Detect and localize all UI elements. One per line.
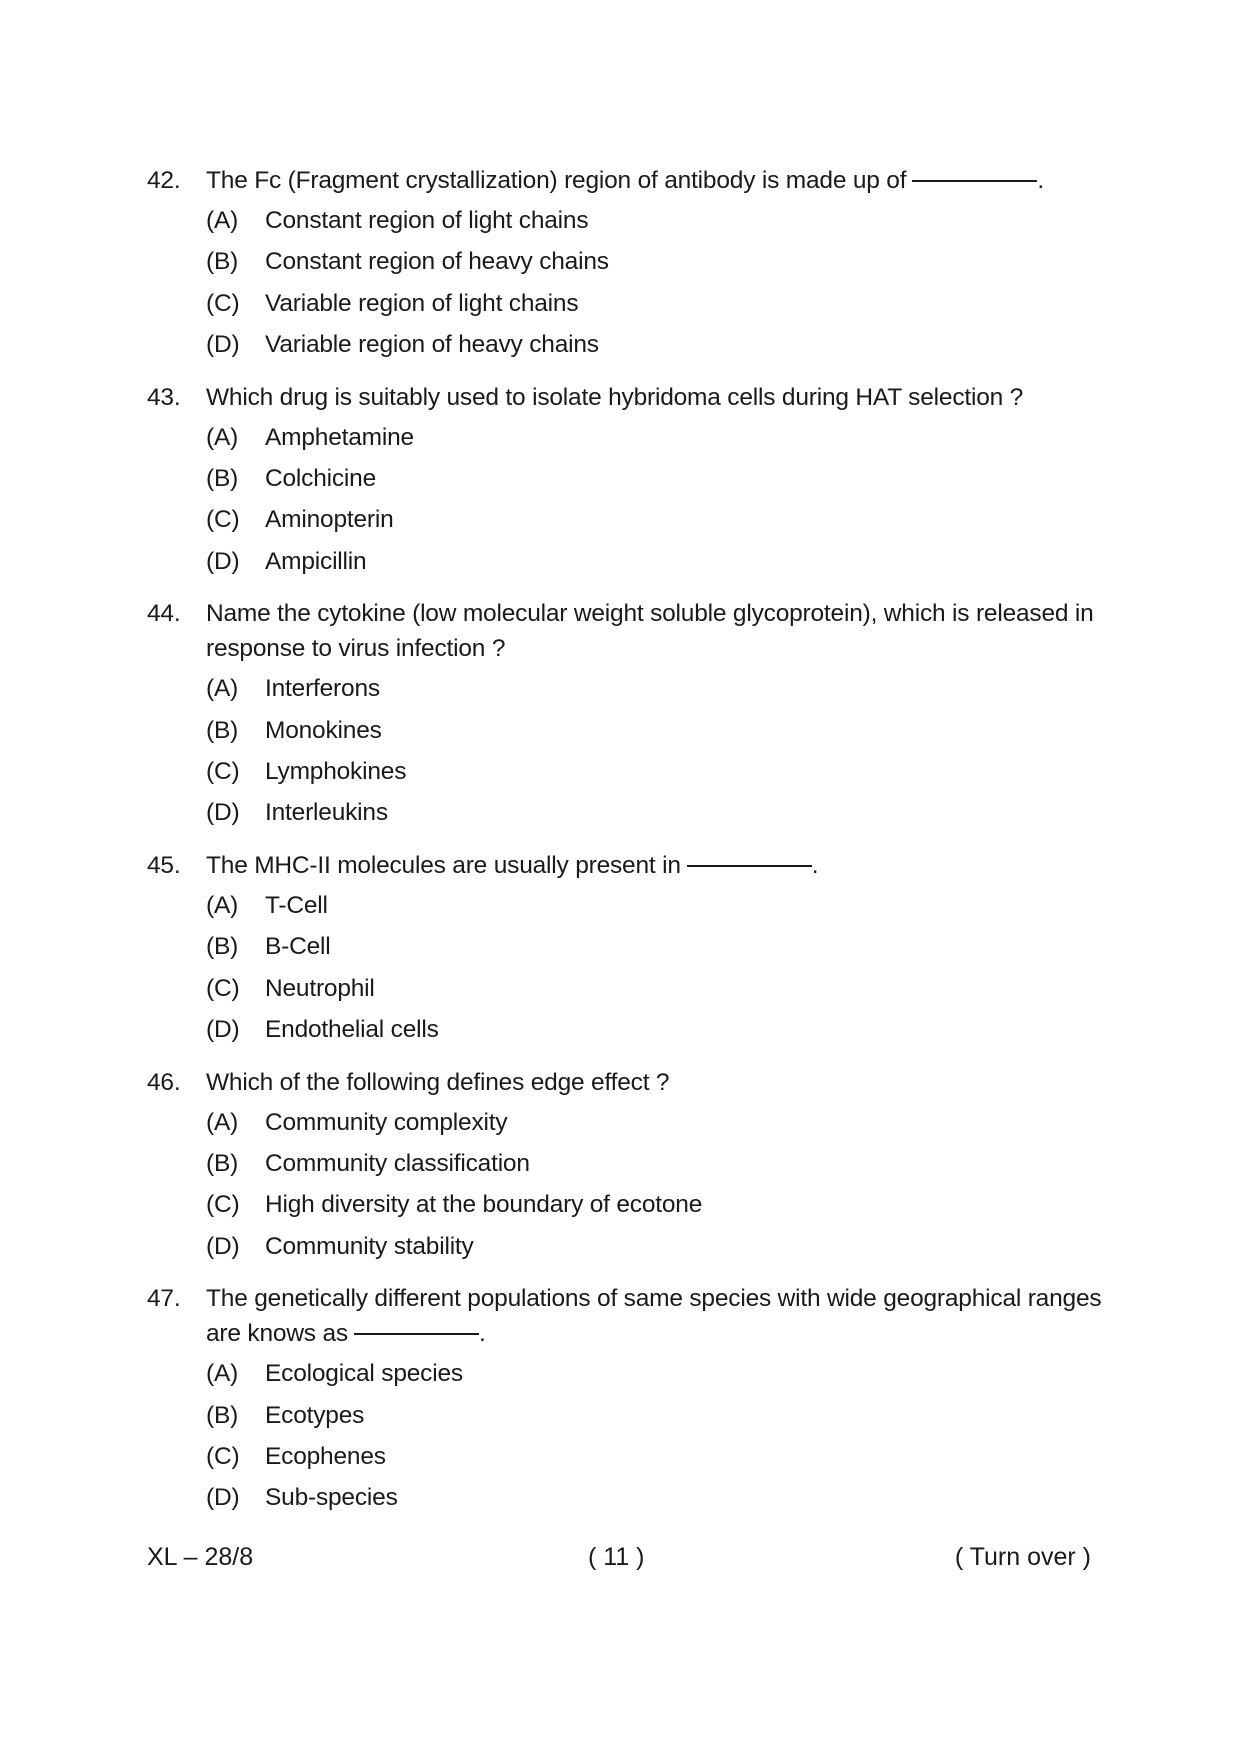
answer-option	[206, 1436, 1107, 1477]
option-text: Neutrophil	[265, 974, 375, 1002]
option-text: High diversity at the boundary of ecotone	[265, 1191, 703, 1219]
question-number: 47.	[147, 1285, 181, 1313]
answer-option	[206, 1009, 1107, 1050]
question-text: Which drug is suitably used to isolate hybridoma cells during HAT selection ?	[206, 383, 1024, 411]
answer-option	[206, 668, 1107, 709]
option-text: Interleukins	[265, 799, 388, 827]
option-label: (A)	[206, 423, 239, 451]
option-label: (C)	[206, 289, 240, 317]
option-text: Community classification	[265, 1149, 530, 1177]
fill-in-blank	[687, 864, 812, 867]
question-number: 42.	[147, 167, 181, 194]
question-text: The Fc (Fragment crystallization) region of antibody is made up of	[206, 167, 907, 194]
question-number: 44.	[147, 600, 181, 628]
option-label: (C)	[206, 506, 240, 534]
option-text: Lymphokines	[265, 758, 407, 786]
question-text: Name the cytokine (low molecular weight soluble glycoprotein), which is released in response to virus infection ?	[206, 600, 1094, 663]
question-number: 45.	[147, 851, 181, 879]
question-stem	[147, 380, 1107, 415]
answer-option	[206, 792, 1107, 833]
answer-option	[206, 458, 1107, 499]
question-text-wrap	[206, 380, 1107, 415]
answer-option	[206, 1143, 1107, 1184]
option-label: (D)	[206, 547, 240, 575]
option-label: (B)	[206, 248, 239, 276]
option-label: (B)	[206, 933, 239, 961]
option-label: (B)	[206, 1149, 239, 1177]
question-text: Which of the following defines edge effect ?	[206, 1068, 670, 1096]
answer-option	[206, 710, 1107, 751]
answer-option	[206, 1395, 1107, 1436]
option-label: (A)	[206, 1108, 239, 1136]
option-text: Constant region of heavy chains	[265, 248, 609, 276]
option-label: (D)	[206, 331, 240, 359]
answer-option	[206, 1477, 1107, 1518]
answer-option	[206, 926, 1107, 967]
turn-over-note: ( Turn over )	[954, 1543, 1091, 1571]
answer-option	[206, 1102, 1107, 1143]
question-stem	[147, 596, 1107, 666]
paper-code: XL – 28/8	[147, 1543, 254, 1571]
option-label: (B)	[206, 716, 239, 744]
option-text: Sub-species	[265, 1484, 398, 1512]
answer-option	[206, 241, 1107, 282]
answer-option	[206, 200, 1107, 241]
option-text: Ecotypes	[265, 1401, 365, 1429]
option-label: (C)	[206, 1442, 240, 1470]
question-2	[147, 596, 1107, 834]
option-label: (D)	[206, 1232, 240, 1260]
option-text: Community stability	[265, 1232, 474, 1260]
answer-options	[206, 1353, 1107, 1519]
question-stem	[147, 1281, 1107, 1351]
fill-in-blank	[354, 1332, 479, 1335]
option-label: (A)	[206, 207, 239, 234]
answer-option	[206, 324, 1107, 365]
answer-options	[206, 1102, 1107, 1268]
page-footer	[147, 1537, 1091, 1577]
answer-options	[206, 200, 1107, 366]
question-stem	[147, 848, 1107, 883]
option-text: Ecological species	[265, 1360, 463, 1388]
question-number: 43.	[147, 383, 181, 411]
question-3	[147, 848, 1107, 1051]
option-text: Ecophenes	[265, 1442, 386, 1470]
option-text: T-Cell	[265, 891, 328, 919]
question-text-wrap	[206, 848, 1107, 883]
option-label: (D)	[206, 1484, 240, 1512]
option-text: Ampicillin	[265, 547, 367, 575]
option-text: Community complexity	[265, 1108, 508, 1136]
question-stem	[147, 1065, 1107, 1100]
option-label: (C)	[206, 974, 240, 1002]
question-number: 46.	[147, 1068, 181, 1096]
answer-option	[206, 283, 1107, 324]
answer-option	[206, 417, 1107, 458]
question-text-wrap	[206, 596, 1107, 666]
question-4	[147, 1065, 1107, 1268]
answer-option	[206, 499, 1107, 540]
question-suffix: .	[478, 1320, 486, 1348]
answer-option	[206, 541, 1107, 582]
option-text: Interferons	[265, 675, 380, 703]
option-label: (A)	[206, 891, 239, 919]
question-text: The genetically different populations of same species with wide geographical ranges are knows as	[206, 1285, 1102, 1348]
answer-option	[206, 885, 1107, 926]
option-text: B-Cell	[265, 933, 331, 961]
page-number: ( 11 )	[588, 1543, 645, 1571]
option-label: (A)	[206, 1360, 239, 1388]
answer-option	[206, 1226, 1107, 1267]
option-text: Aminopterin	[265, 506, 394, 534]
option-label: (B)	[206, 465, 239, 493]
option-text: Amphetamine	[265, 423, 414, 451]
option-text: Endothelial cells	[265, 1016, 439, 1044]
question-text-wrap	[206, 1065, 1107, 1100]
answer-option	[206, 968, 1107, 1009]
question-5	[147, 1281, 1107, 1519]
answer-option	[206, 751, 1107, 792]
question-0	[147, 163, 1107, 366]
option-label: (D)	[206, 1016, 240, 1044]
option-text: Colchicine	[265, 465, 377, 493]
option-label: (D)	[206, 799, 240, 827]
answer-options	[206, 668, 1107, 834]
answer-options	[206, 885, 1107, 1051]
option-label: (A)	[206, 675, 239, 703]
option-label: (C)	[206, 1191, 240, 1219]
option-text: Variable region of light chains	[265, 289, 579, 317]
answer-option	[206, 1353, 1107, 1394]
answer-options	[206, 417, 1107, 583]
option-label: (C)	[206, 758, 240, 786]
question-list	[147, 163, 1107, 1533]
option-text: Constant region of light chains	[265, 207, 589, 234]
question-text-wrap	[206, 1281, 1107, 1351]
fill-in-blank	[912, 179, 1037, 182]
option-text: Variable region of heavy chains	[265, 331, 599, 359]
question-suffix: .	[1037, 167, 1044, 194]
question-1	[147, 380, 1107, 583]
question-text-wrap	[206, 163, 1107, 198]
question-text: The MHC-II molecules are usually present in	[206, 851, 681, 879]
question-suffix: .	[811, 851, 819, 879]
question-stem	[147, 163, 1107, 198]
answer-option	[206, 1184, 1107, 1225]
option-label: (B)	[206, 1401, 239, 1429]
option-text: Monokines	[265, 716, 382, 744]
